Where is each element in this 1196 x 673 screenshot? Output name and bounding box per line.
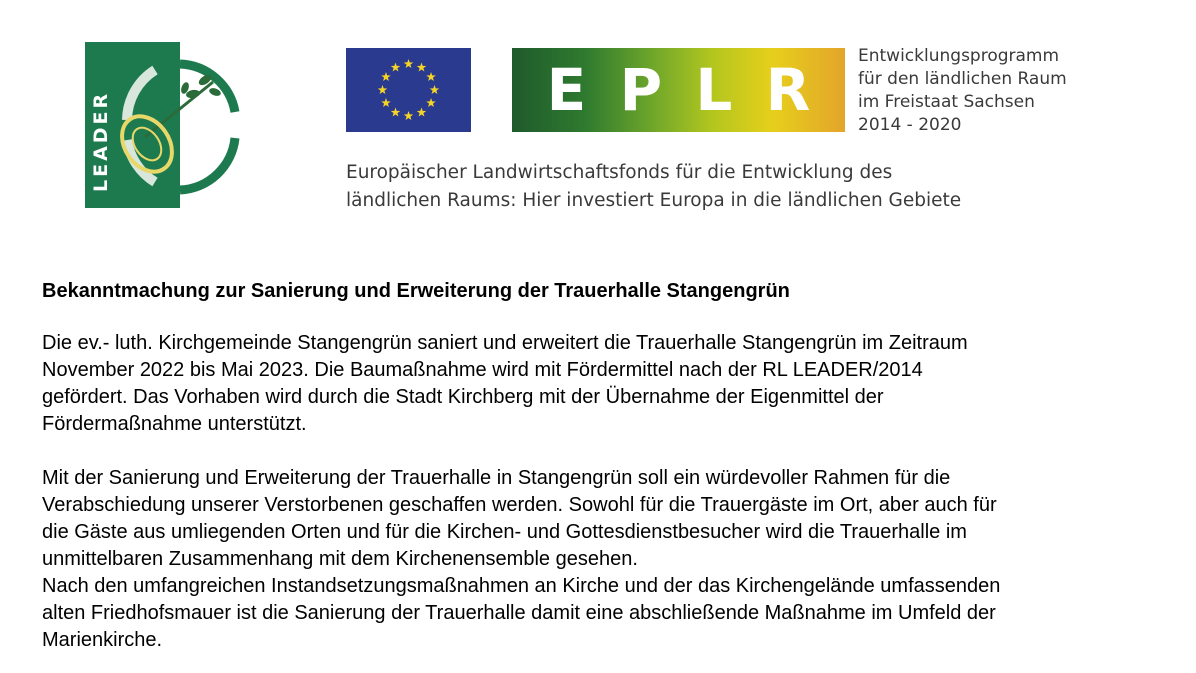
eler-caption-line: ländlichen Raums: Hier investiert Europa in die ländlichen Gebiete [346,190,962,211]
leader-icon [85,42,251,208]
paragraph-3 [42,573,1182,654]
eu-flag [346,48,471,132]
text-line: alten Friedhofsmauer ist die Sanierung der Trauerhalle damit eine abschließende Maßnahme im Umfeld der [42,602,996,624]
eplr-caption [858,45,1118,137]
text-line: Fördermaßnahme unterstützt. [42,413,307,435]
eu-flag-icon [346,48,471,132]
text-line: Mit der Sanierung und Erweiterung der Trauerhalle in Stangengrün soll ein würdevoller Rahmen für die [42,467,951,489]
eler-caption [346,159,1066,215]
eplr-letter-e: E [546,56,587,124]
eplr-letter-r: R [765,56,811,124]
eplr-letter-p: P [619,56,663,124]
leader-text: LEADER [90,90,112,192]
text-line: Nach den umfangreichen Instandsetzungsmaßnahmen an Kirche und der das Kirchengelände umfassenden [42,575,1001,597]
eplr-caption-line: im Freistaat Sachsen [858,92,1035,112]
document-title: Bekanntmachung zur Sanierung und Erweiterung der Trauerhalle Stangengrün [42,280,790,302]
text-line: November 2022 bis Mai 2023. Die Baumaßnahme wird mit Fördermittel nach der RL LEADER/2014 [42,359,923,381]
eplr-caption-line: für den ländlichen Raum [858,69,1067,89]
text-line: Marienkirche. [42,629,163,651]
text-line: Die ev.- luth. Kirchgemeinde Stangengrün saniert und erweitert die Trauerhalle Stangengrün im Zeitraum [42,332,968,354]
eplr-letter-l: L [695,56,733,124]
eplr-caption-line: 2014 - 2020 [858,115,962,135]
eler-caption-line: Europäischer Landwirtschaftsfonds für die Entwicklung des [346,162,893,183]
text-line: gefördert. Das Vorhaben wird durch die Stadt Kirchberg mit der Übernahme der Eigenmittel der [42,386,884,408]
eplr-caption-line: Entwicklungsprogramm [858,46,1060,66]
eplr-logo [512,48,845,132]
text-line: unmittelbaren Zusammenhang mit dem Kirchenensemble gesehen. [42,548,638,570]
paragraph-1 [42,330,1182,438]
leader-logo [85,42,251,208]
paragraph-2 [42,465,1182,573]
text-line: Verabschiedung unserer Verstorbenen geschaffen werden. Sowohl für die Trauergäste im Ort, aber auch für [42,494,997,516]
text-line: die Gäste aus umliegenden Orten und für die Kirchen- und Gottesdienstbesucher wird die Trauerhalle im [42,521,967,543]
